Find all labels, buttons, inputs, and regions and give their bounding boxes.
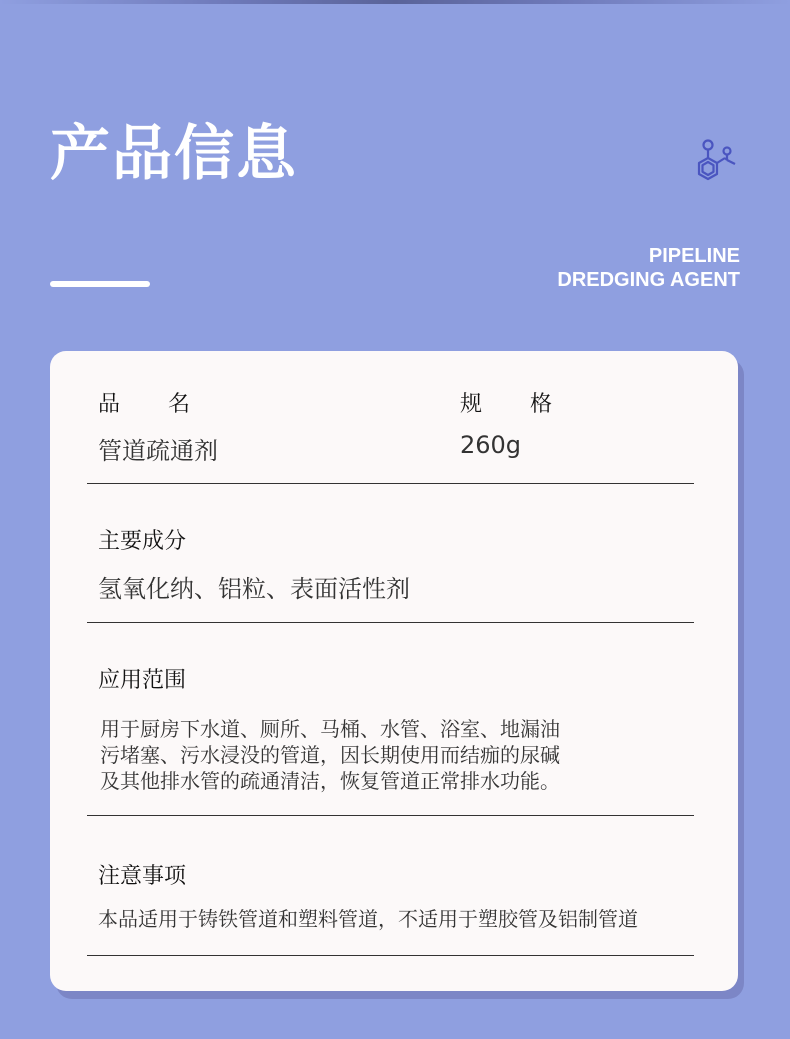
- ingredients-value: 氢氧化纳、铝粒、表面活性剂: [98, 575, 410, 603]
- divider: [87, 815, 694, 816]
- usage-label: 应用范围: [98, 668, 187, 693]
- ingredients-label: 主要成分: [98, 529, 187, 554]
- page-title: 产品信息: [50, 119, 298, 189]
- subtitle-line-2: DREDGING AGENT: [557, 269, 740, 291]
- notes-label: 注意事项: [98, 864, 187, 889]
- spec-label: 规格: [460, 392, 601, 417]
- notes-value: 本品适用于铸铁管道和塑料管道，不适用于塑胶管及铝制管道: [98, 907, 638, 931]
- molecule-icon: [692, 138, 742, 186]
- title-underline: [50, 281, 150, 287]
- usage-line: 污堵塞、污水浸没的管道，因长期使用而结痂的尿碱: [100, 743, 560, 767]
- english-subtitle: [557, 244, 740, 292]
- top-decoration: [0, 0, 790, 4]
- name-label: 品名: [98, 392, 239, 417]
- usage-description: [100, 716, 560, 794]
- divider: [87, 483, 694, 484]
- name-value: 管道疏通剂: [98, 437, 218, 465]
- divider: [87, 622, 694, 623]
- usage-line: 用于厨房下水道、厕所、马桶、水管、浴室、地漏油: [100, 717, 560, 741]
- usage-line: 及其他排水管的疏通清洁，恢复管道正常排水功能。: [100, 769, 560, 793]
- spec-value: 260g: [460, 431, 522, 459]
- subtitle-line-1: PIPELINE: [648, 245, 740, 267]
- divider: [87, 955, 694, 956]
- info-card: [50, 351, 738, 991]
